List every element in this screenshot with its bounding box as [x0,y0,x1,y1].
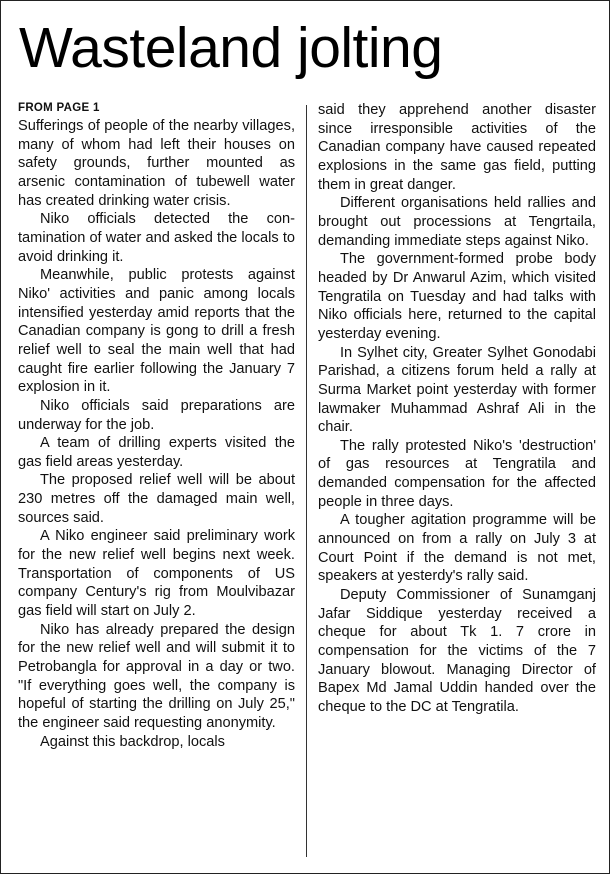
paragraph: The proposed relief well will be about 230 metres off the damaged main well, sources said. [18,472,295,526]
paragraph: said they apprehend another disaster since irresponsible activities of the Canadian company have caused repeated explosions in the same gas field, putting them in great danger. [318,102,596,193]
paragraph: A team of drilling experts visited the gas field areas yesterday. [18,435,295,470]
column-right [318,101,596,717]
headline: Wasteland jolting [19,16,443,80]
paragraph: Niko officials said preparations are underway for the job. [18,397,295,433]
paragraph: In Sylhet city, Greater Sylhet Gonodabi Parishad, a citizens forum held a rally at Surma Market point yesterday with former lawmaker Muhammad Ashraf Ali in the chair. [318,344,596,436]
paragraph: Against this backdrop, locals [40,733,225,750]
paragraph: Different organisations held rallies and brought out processions at Tengrtaila, demanding immediate steps against Niko. [318,195,596,249]
column-divider [306,105,307,857]
paragraph: Niko officials detected the contamination of water and asked the locals to avoid drinking it. [18,211,295,265]
paragraph: Meanwhile, public protests against Niko' activities and panic among locals intensified yesterday amid reports that the Canadian company is gong to drill a fresh relief well to seal the main well that had caught fire earlier following the January 7 explosion in it. [18,267,295,396]
column-left [18,101,295,751]
paragraph: Deputy Commissioner of Sunamganj Jafar Siddique yesterday received a cheque for about Tk 1. 7 crore in compensation for the victims of the 7 January blowout. Managing Director of Bapex Md Jamal Uddin handed over the cheque to the DC at Tengratila. [318,587,596,715]
paragraph: The government-formed probe body headed by Dr Anwarul Azim, which visited Tengratila on Tuesday and had talks with Niko officials here, returned to the capital yesterday evening. [318,251,596,342]
paragraph: A tougher agitation programme will be announced on from a rally on July 3 at Court Point if the demand is not met, speakers at yesterdy's rally said. [318,512,596,585]
paragraph: Niko has already prepared the design for the new relief well and will submit it to Petrobangla for approval in a day or two. "If everything goes well, the company is hopeful of starting the drilling on July 25," the engineer said requesting anonymity. [18,621,295,731]
paragraph: A Niko engineer said preliminary work for the new relief well begins next week. Transportation of components of US company Century's rig from Moulvibazar gas field will start on July 2. [18,528,295,620]
paragraph: The rally protested Niko's 'destruction' of gas resources at Tengratila and demanded compensation for the affected people in three days. [318,437,596,510]
paragraph: Sufferings of people of the nearby villages, many of whom had left their houses on safety grounds, further mounted as arsenic contamination of tubewell water has created drinking water crisis. [18,118,295,209]
kicker-from-page-1: FROM PAGE 1 [18,102,100,114]
